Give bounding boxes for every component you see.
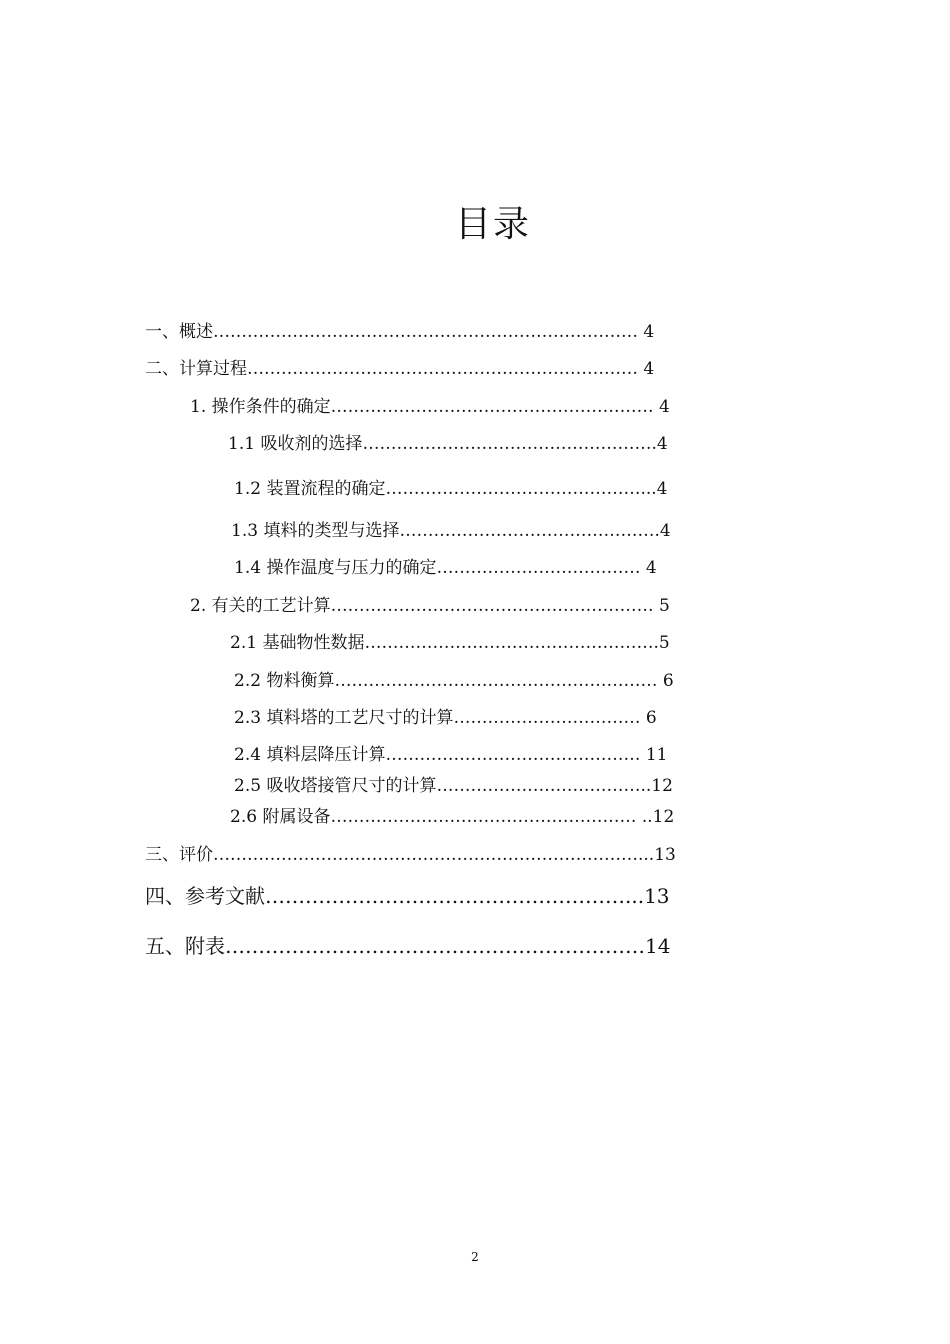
toc-entry-3[interactable]: 三、评价…………………………………………………………………...13 bbox=[145, 845, 676, 865]
toc-entry-2-1[interactable]: 1. 操作条件的确定………………………………………………… 4 bbox=[190, 397, 670, 417]
toc-entry-2-2-3[interactable]: 2.3 填料塔的工艺尺寸的计算…………………………… 6 bbox=[234, 708, 657, 728]
toc-entry-2-2-1[interactable]: 2.1 基础物性数据…………………………………………….5 bbox=[230, 633, 670, 653]
page-number: 2 bbox=[471, 1250, 479, 1264]
toc-entry-2-2-6[interactable]: 2.6 附属设备……………………………………………… ..12 bbox=[230, 807, 675, 827]
toc-entry-2-1-1[interactable]: 1.1 吸收剂的选择…………………………………………….4 bbox=[228, 434, 668, 454]
toc-entry-2-2-4[interactable]: 2.4 填料层降压计算……………………………………… 11 bbox=[234, 745, 668, 765]
toc-entry-1[interactable]: 一、概述………………………………………………………………… 4 bbox=[145, 322, 655, 342]
toc-entry-2[interactable]: 二、计算过程…………………………………………………………… 4 bbox=[145, 359, 655, 379]
toc-entry-4[interactable]: 四、参考文献………………………………………………...13 bbox=[145, 884, 670, 908]
toc-entry-2-2-5[interactable]: 2.5 吸收塔接管尺寸的计算………………………………..12 bbox=[234, 776, 673, 796]
toc-entry-2-2-2[interactable]: 2.2 物料衡算………………………………………………… 6 bbox=[234, 671, 674, 691]
toc-entry-2-1-2[interactable]: 1.2 装置流程的确定………………………………………...4 bbox=[234, 479, 668, 499]
toc-entry-5[interactable]: 五、附表………………………………………………………14 bbox=[145, 934, 671, 958]
toc-entry-2-2[interactable]: 2. 有关的工艺计算………………………………………………… 5 bbox=[190, 596, 670, 616]
toc-entry-2-1-3[interactable]: 1.3 填料的类型与选择……………………………………….4 bbox=[231, 521, 671, 541]
page-title: 目录 bbox=[454, 204, 531, 245]
toc-entry-2-1-4[interactable]: 1.4 操作温度与压力的确定……………………………… 4 bbox=[234, 558, 657, 578]
